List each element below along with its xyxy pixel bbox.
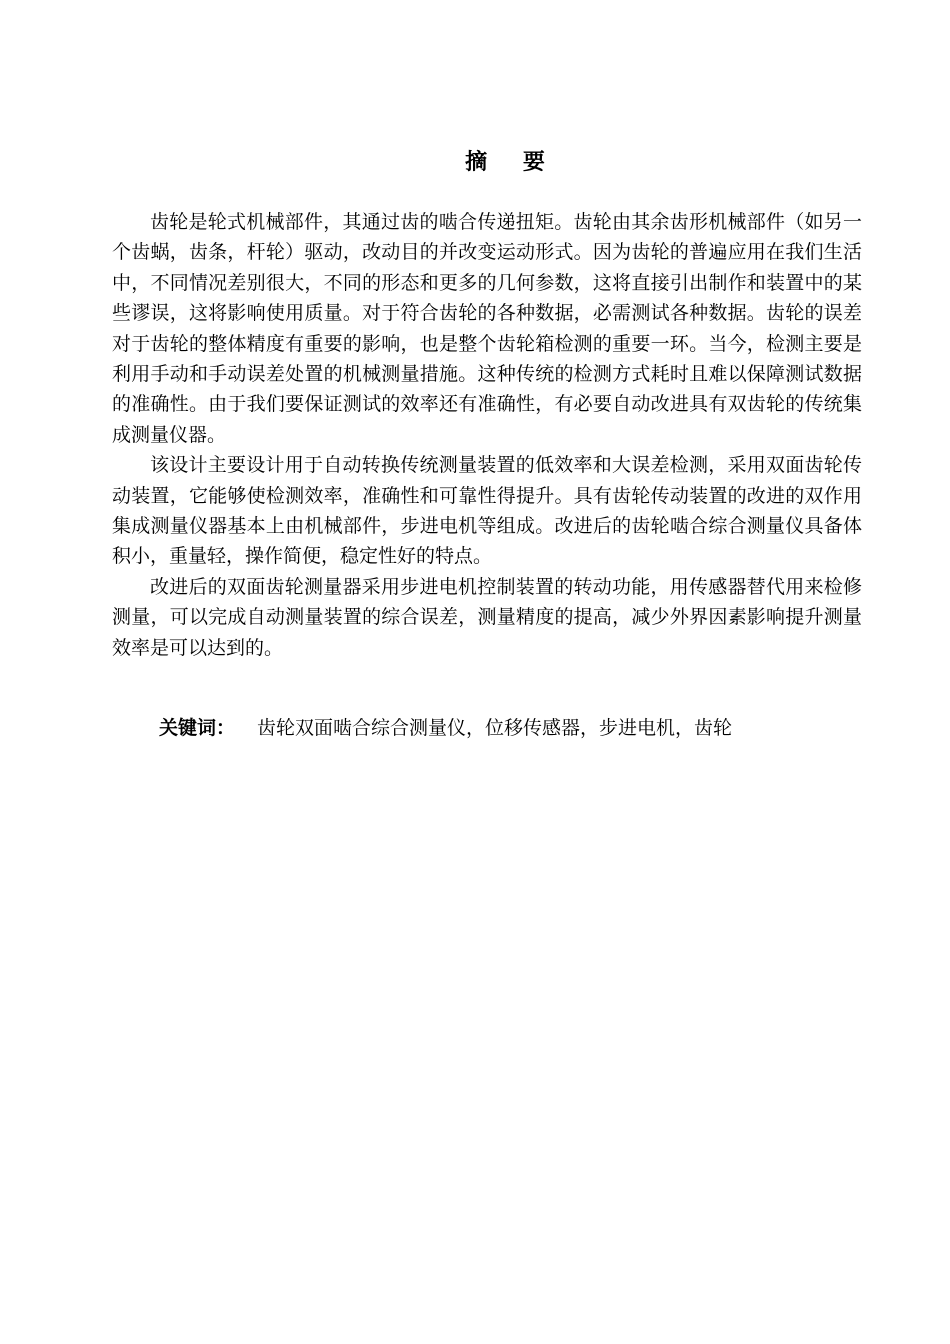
keywords-label: 关键词：: [159, 717, 236, 739]
abstract-paragraph-2: 该设计主要设计用于自动转换传统测量装置的低效率和大误差检测，采用双面齿轮传动装置，它能够使检测效率，准确性和可靠性得提升。具有齿轮传动装置的改进的双作用集成测量仪器基本上由机械部件，步进电机等组成。改进后的齿轮啮合综合测量仪具备体积小，重量轻，操作简便，稳定性好的特点。: [112, 454, 862, 568]
keywords-text: 齿轮双面啮合综合测量仪，位移传感器，步进电机，齿轮: [257, 717, 733, 739]
abstract-paragraph-3: 改进后的双面齿轮测量器采用步进电机控制装置的转动功能，用传感器替代用来检修测量，可以完成自动测量装置的综合误差，测量精度的提高，减少外界因素影响提升测量效率是可以达到的。: [112, 575, 862, 659]
abstract-body: [112, 207, 862, 663]
abstract-title: 摘 要: [465, 150, 559, 175]
keywords-line: [159, 713, 859, 743]
abstract-paragraph-1: 齿轮是轮式机械部件，其通过齿的啮合传递扭矩。齿轮由其余齿形机械部件（如另一个齿蜗，齿条，杆轮）驱动，改动目的并改变运动形式。因为齿轮的普遍应用在我们生活中，不同情况差别很大，不同的形态和更多的几何参数，这将直接引出制作和装置中的某些谬误，这将影响使用质量。对于符合齿轮的各种数据，必需测试各种数据。齿轮的误差对于齿轮的整体精度有重要的影响，也是整个齿轮箱检测的重要一环。当今，检测主要是利用手动和手动误差处置的机械测量措施。这种传统的检测方式耗时且难以保障测试数据的准确性。由于我们要保证测试的效率还有准确性，有必要自动改进具有双齿轮的传统集成测量仪器。: [112, 211, 862, 446]
